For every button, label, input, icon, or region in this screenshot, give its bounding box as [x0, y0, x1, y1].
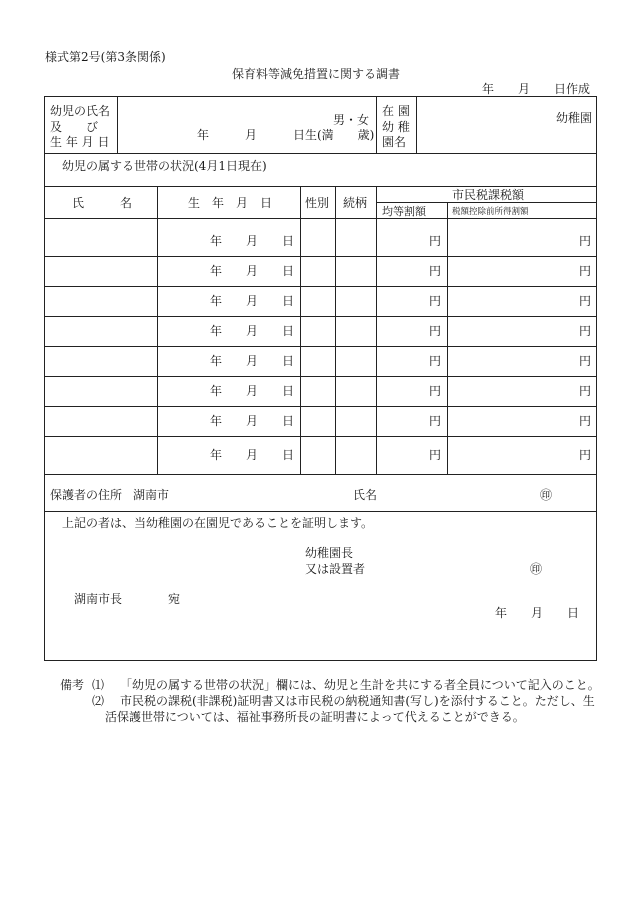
- certification-date[interactable]: 年 月 日: [495, 606, 580, 620]
- note-number-2: ⑵: [92, 694, 105, 708]
- birth-date-cell[interactable]: 年 月 日: [210, 264, 295, 278]
- income-tax-unit: 円: [579, 294, 592, 308]
- table-row[interactable]: [44, 376, 596, 406]
- birth-date-cell[interactable]: 年 月 日: [210, 384, 295, 398]
- equal-tax-unit: 円: [429, 324, 442, 338]
- addressee-suffix: 宛: [168, 592, 181, 606]
- created-date: 年 月 日作成: [482, 82, 591, 96]
- household-section-title: 幼児の属する世帯の状況(4月1日現在): [62, 159, 267, 173]
- guardian-address-label: 保護者の住所: [50, 488, 123, 502]
- column-header-birth: 生 年 月 日: [188, 196, 273, 210]
- income-tax-unit: 円: [579, 264, 592, 278]
- note-1: 「幼児の属する世帯の状況」欄には、幼児と生計を共にする者全員について記入のこと。: [120, 678, 600, 692]
- income-tax-unit: 円: [579, 448, 592, 462]
- equal-tax-unit: 円: [429, 448, 442, 462]
- income-tax-unit: 円: [579, 324, 592, 338]
- kindergarten-name-field[interactable]: 幼稚園: [556, 111, 593, 125]
- seal-mark: ㊞: [540, 488, 553, 502]
- birth-date-cell[interactable]: 年 月 日: [210, 324, 295, 338]
- principal-seal-mark: ㊞: [530, 562, 543, 576]
- birth-date-cell[interactable]: 年 月 日: [210, 354, 295, 368]
- income-tax-unit: 円: [579, 234, 592, 248]
- document-title: 保育料等減免措置に関する調書: [232, 67, 401, 81]
- column-header-tax-income: 税額控除前所得割額: [452, 207, 529, 217]
- income-tax-unit: 円: [579, 414, 592, 428]
- principal-label: 幼稚園長: [305, 546, 354, 560]
- equal-tax-unit: 円: [429, 264, 442, 278]
- guardian-address-field[interactable]: 湖南市: [133, 488, 170, 502]
- table-row[interactable]: [44, 226, 596, 256]
- table-row[interactable]: [44, 256, 596, 286]
- addressee: 湖南市長: [74, 592, 123, 606]
- column-header-relation: 続柄: [343, 196, 368, 210]
- column-header-tax-group: 市民税課税額: [452, 188, 525, 202]
- equal-tax-unit: 円: [429, 294, 442, 308]
- table-row[interactable]: [44, 286, 596, 316]
- column-header-gender: 性別: [305, 196, 330, 210]
- principal-label-alt: 又は設置者: [305, 562, 366, 576]
- gender-option[interactable]: 男・女: [333, 113, 370, 127]
- birth-date-cell[interactable]: 年 月 日: [210, 448, 295, 462]
- note-2-continued: 活保護世帯については、福祉事務所長の証明書によって代えることができる。: [105, 710, 525, 724]
- equal-tax-unit: 円: [429, 384, 442, 398]
- table-row[interactable]: [44, 436, 596, 474]
- certification-statement: 上記の者は、当幼稚園の在園児であることを証明します。: [62, 516, 374, 530]
- birth-date-cell[interactable]: 年 月 日: [210, 234, 295, 248]
- equal-tax-unit: 円: [429, 354, 442, 368]
- note-2: 市民税の課税(非課税)証明書又は市民税の納税通知書(写し)を添付すること。ただし、生: [120, 694, 595, 708]
- guardian-name-label: 氏名: [353, 488, 378, 502]
- birth-date-field[interactable]: 年 月 日生(満 歳): [197, 128, 375, 142]
- table-row[interactable]: [44, 406, 596, 436]
- column-header-name: 氏 名: [72, 196, 133, 210]
- birth-date-cell[interactable]: 年 月 日: [210, 414, 295, 428]
- equal-tax-unit: 円: [429, 414, 442, 428]
- table-row[interactable]: [44, 316, 596, 346]
- notes-label: 備考: [60, 678, 85, 692]
- form-number: 様式第2号(第3条関係): [45, 50, 166, 64]
- equal-tax-unit: 円: [429, 234, 442, 248]
- note-number-1: ⑴: [92, 678, 105, 692]
- birth-date-cell[interactable]: 年 月 日: [210, 294, 295, 308]
- income-tax-unit: 円: [579, 354, 592, 368]
- column-header-tax-equal: 均等割額: [382, 205, 426, 218]
- income-tax-unit: 円: [579, 384, 592, 398]
- table-row[interactable]: [44, 346, 596, 376]
